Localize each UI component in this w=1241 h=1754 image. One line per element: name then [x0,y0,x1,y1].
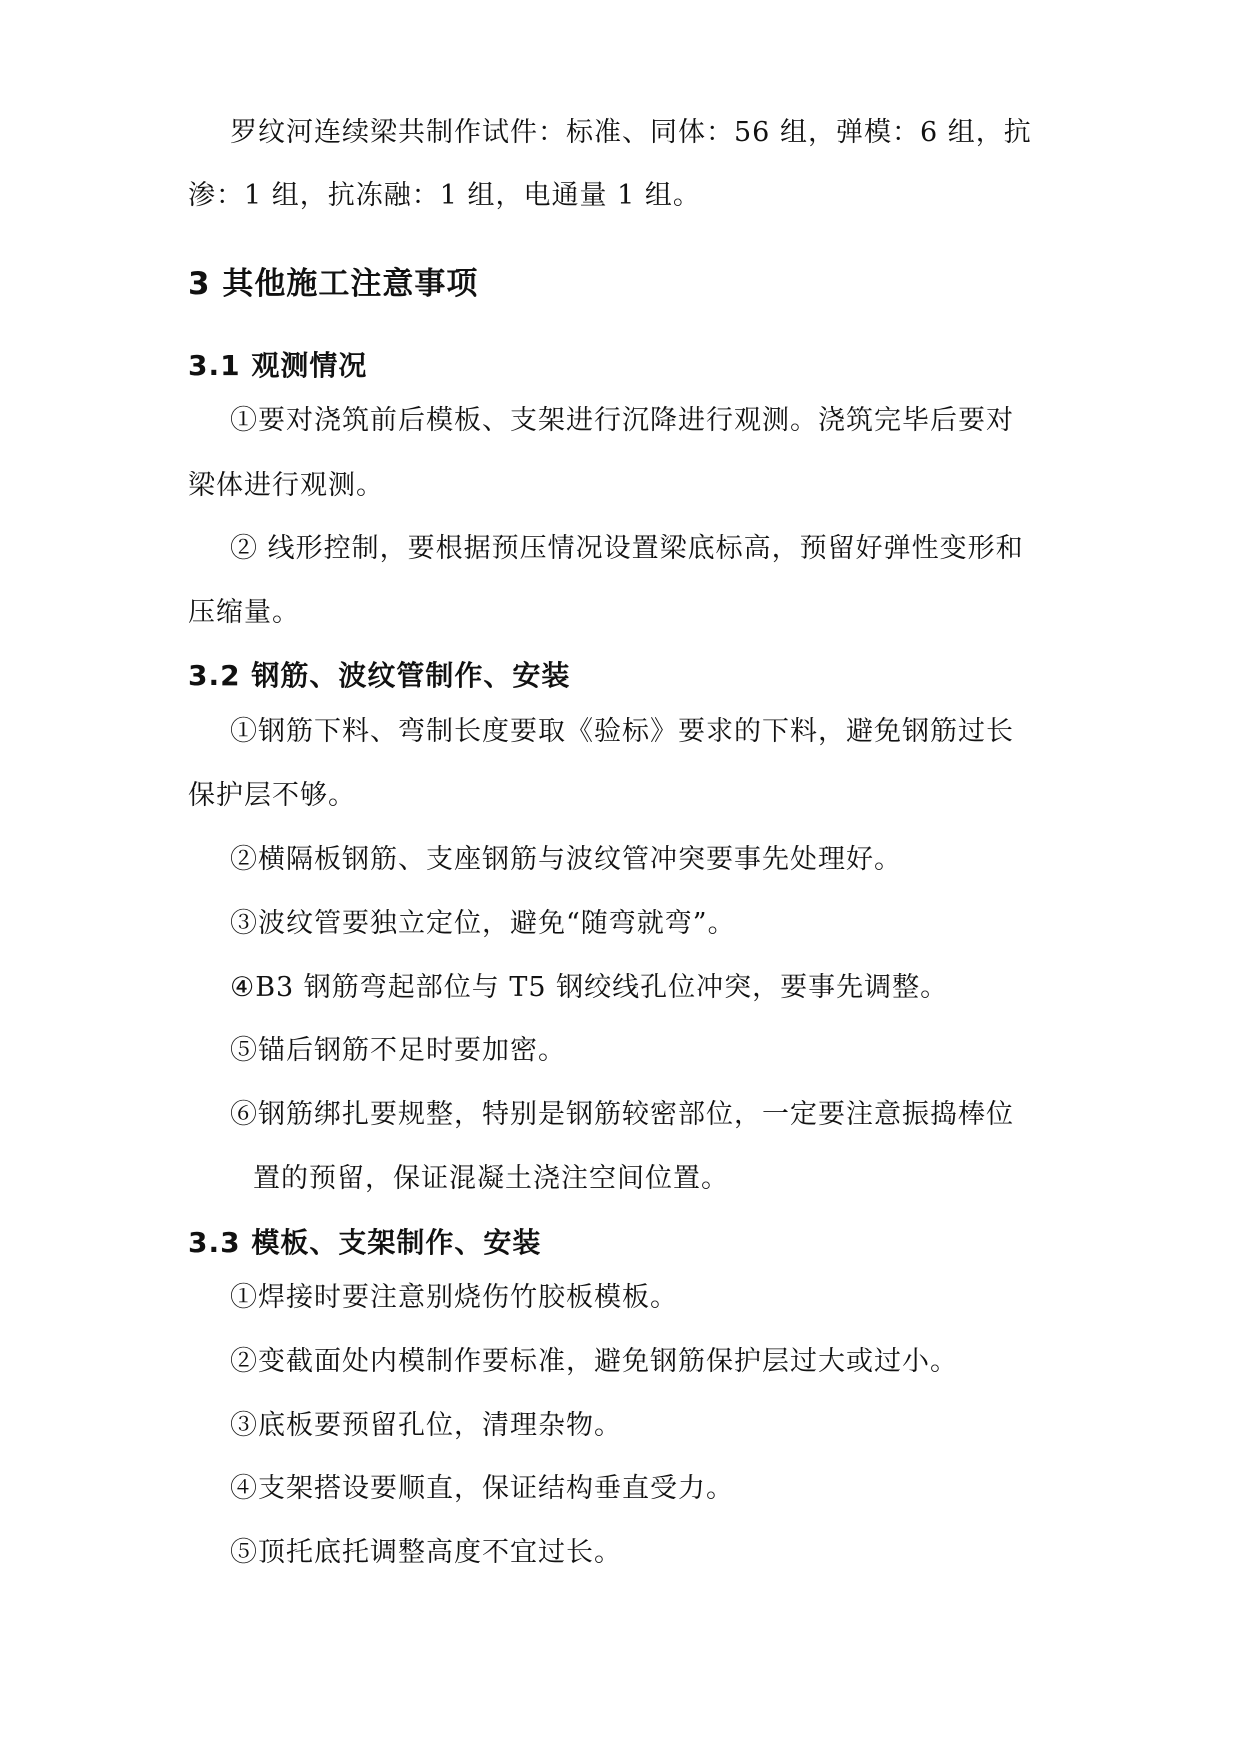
s32-item-4: ④B3 钢筋弯起部位与 T5 钢绞线孔位冲突，要事先调整。 [230,972,949,1003]
s32-item-5: ⑤锚后钢筋不足时要加密。 [230,1035,566,1066]
s33-item-2: ②变截面处内模制作要标准，避免钢筋保护层过大或过小。 [230,1346,958,1377]
s32-item-1-line-2: 保护层不够。 [188,780,356,811]
section-3-2-heading: 3.2 钢筋、波纹管制作、安装 [188,659,571,692]
section-3-heading: 3 其他施工注意事项 [188,266,479,302]
section-3-3-heading: 3.3 模板、支架制作、安装 [188,1226,542,1259]
intro-line-1: 罗纹河连续梁共制作试件：标准、同体：56 组，弹模：6 组，抗 [230,117,1032,148]
intro-line-2: 渗：1 组，抗冻融：1 组，电通量 1 组。 [188,180,701,211]
s32-item-6-line-2: 置的预留，保证混凝土浇注空间位置。 [253,1163,729,1194]
s31-item-1-line-2: 梁体进行观测。 [188,470,384,501]
s33-item-4: ④支架搭设要顺直，保证结构垂直受力。 [230,1473,734,1504]
s32-item-1-line-1: ①钢筋下料、弯制长度要取《验标》要求的下料，避免钢筋过长 [230,716,1014,747]
s32-item-2: ②横隔板钢筋、支座钢筋与波纹管冲突要事先处理好。 [230,844,902,875]
s31-item-2-line-1: ② 线形控制，要根据预压情况设置梁底标高，预留好弹性变形和 [230,533,1024,564]
s33-item-5: ⑤顶托底托调整高度不宜过长。 [230,1537,622,1568]
s31-item-2-line-2: 压缩量。 [188,597,300,628]
s32-item-6-line-1: ⑥钢筋绑扎要规整，特别是钢筋较密部位，一定要注意振捣棒位 [230,1099,1014,1130]
s33-item-1: ①焊接时要注意别烧伤竹胶板模板。 [230,1282,678,1313]
s32-item-3: ③波纹管要独立定位，避免“随弯就弯”。 [230,908,736,939]
s33-item-3: ③底板要预留孔位，清理杂物。 [230,1410,622,1441]
section-3-1-heading: 3.1 观测情况 [188,349,368,382]
s31-item-1-line-1: ①要对浇筑前后模板、支架进行沉降进行观测。浇筑完毕后要对 [230,405,1014,436]
